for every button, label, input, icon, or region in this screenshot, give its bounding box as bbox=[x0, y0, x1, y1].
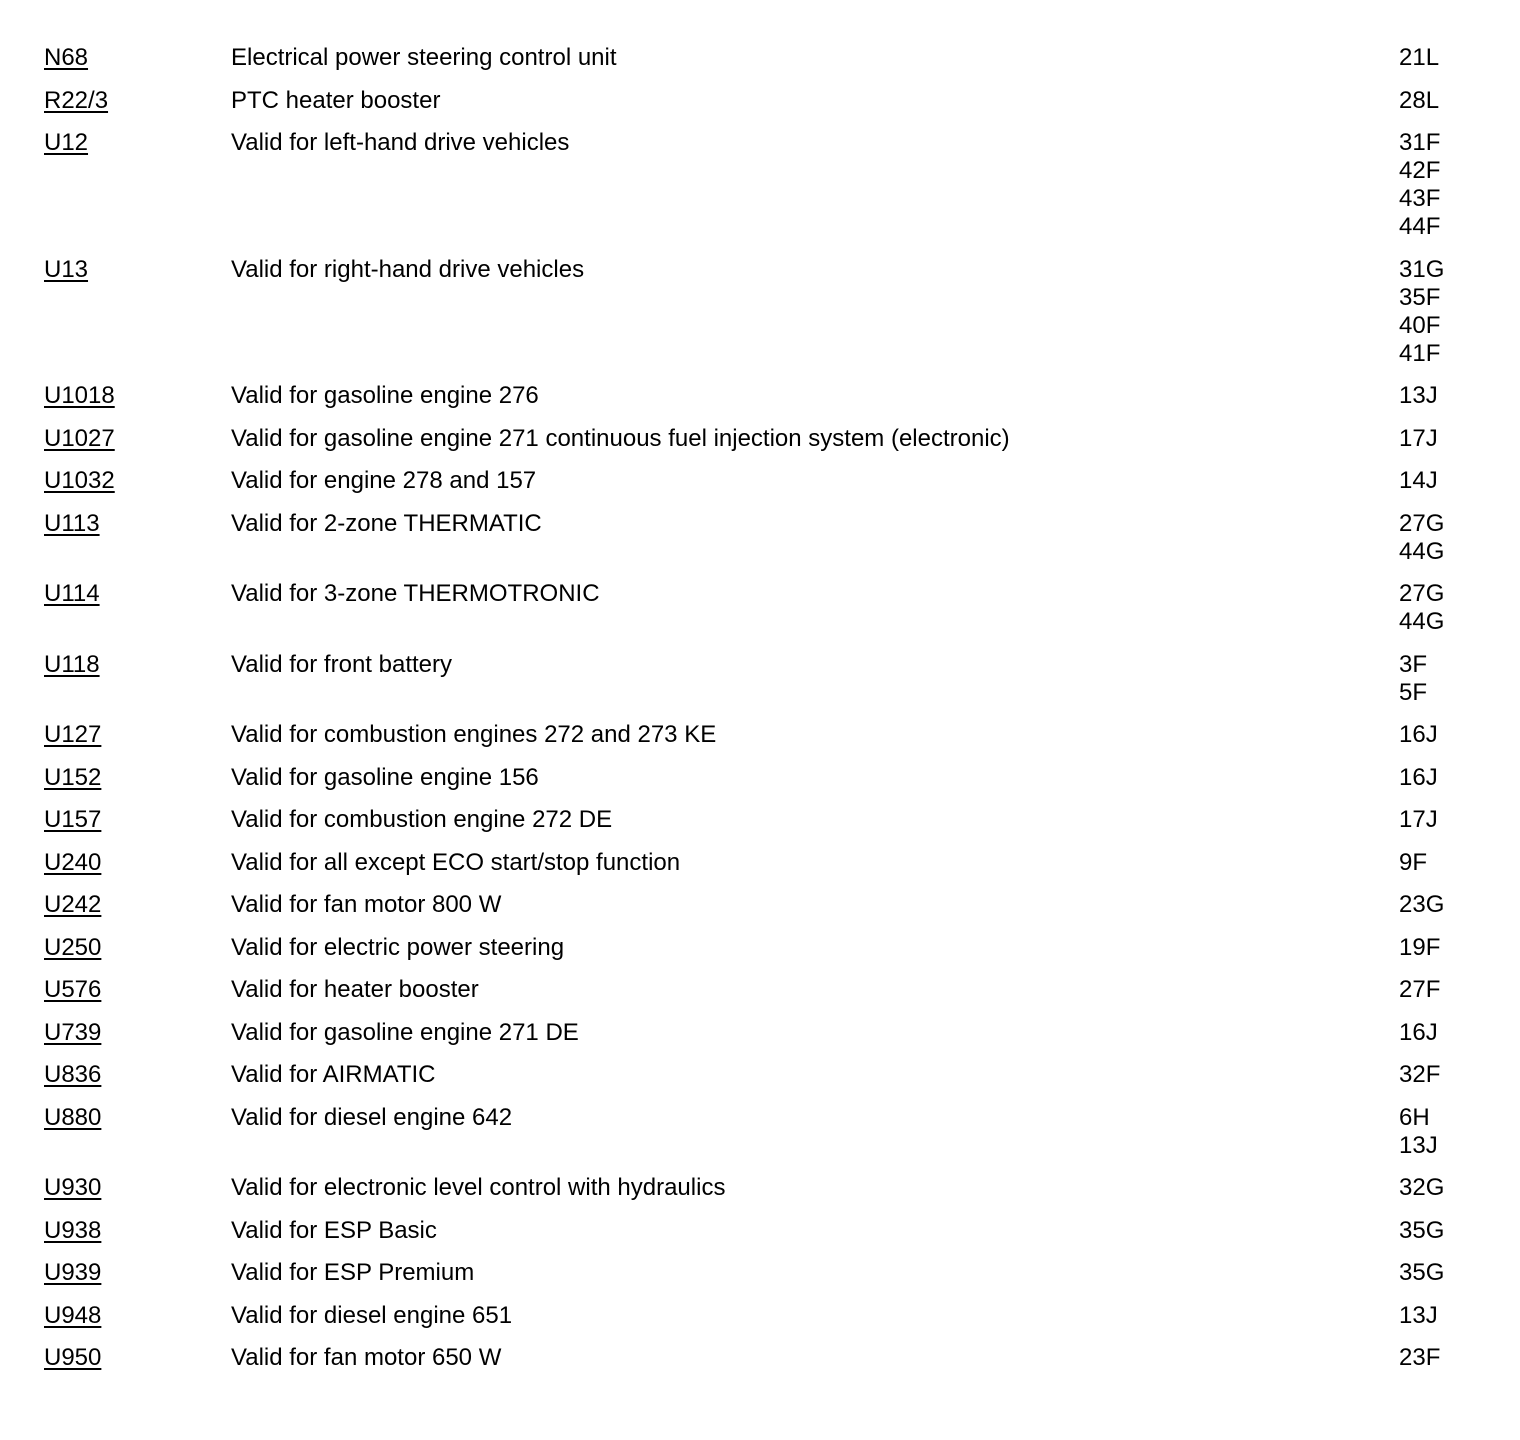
grid-references bbox=[1399, 1302, 1489, 1330]
grid-references bbox=[1399, 256, 1489, 368]
grid-references bbox=[1399, 976, 1489, 1004]
grid-reference: 19F bbox=[1399, 933, 1441, 961]
code-cell bbox=[0, 1104, 231, 1132]
component-code-link[interactable]: U950 bbox=[44, 1344, 102, 1371]
grid-references bbox=[1399, 1019, 1489, 1047]
code-cell bbox=[0, 44, 231, 72]
description-text: PTC heater booster bbox=[231, 86, 441, 114]
grid-reference: 32F bbox=[1399, 1061, 1441, 1088]
description-text: Valid for right-hand drive vehicles bbox=[231, 255, 585, 283]
code-cell bbox=[0, 129, 231, 157]
legend-row bbox=[0, 1061, 1520, 1089]
grid-references bbox=[1399, 721, 1489, 749]
grid-reference: 27G bbox=[1399, 580, 1445, 607]
component-code-link[interactable]: U1027 bbox=[44, 424, 115, 452]
legend-row bbox=[0, 934, 1520, 962]
legend-row bbox=[0, 1302, 1520, 1330]
description-text: Valid for diesel engine 651 bbox=[231, 1301, 513, 1329]
code-cell bbox=[0, 1302, 231, 1330]
component-code-link[interactable]: R22/3 bbox=[44, 86, 109, 114]
description-text: Valid for left-hand drive vehicles bbox=[231, 129, 570, 156]
grid-reference: 9F bbox=[1399, 848, 1428, 876]
legend-row bbox=[0, 721, 1520, 749]
legend-row bbox=[0, 580, 1520, 636]
legend-row bbox=[0, 651, 1520, 707]
component-code-link[interactable]: U12 bbox=[44, 129, 89, 156]
grid-reference: 6H bbox=[1399, 1103, 1430, 1131]
description-text: Electrical power steering control unit bbox=[231, 44, 617, 71]
legend-row bbox=[0, 1259, 1520, 1287]
component-code-link[interactable]: U930 bbox=[44, 1174, 102, 1201]
legend-row bbox=[0, 1217, 1520, 1245]
grid-references bbox=[1399, 1259, 1489, 1287]
description-text: Valid for ESP Basic bbox=[231, 1216, 437, 1244]
description-text: Valid for fan motor 800 W bbox=[231, 891, 502, 918]
grid-references bbox=[1399, 934, 1489, 962]
code-cell bbox=[0, 764, 231, 792]
grid-references bbox=[1399, 129, 1489, 241]
description-text: Valid for electronic level control with hydraulics bbox=[231, 1174, 726, 1201]
grid-reference: 44G bbox=[1399, 537, 1445, 565]
component-code-link[interactable]: N68 bbox=[44, 44, 89, 71]
code-cell bbox=[0, 806, 231, 834]
grid-reference: 35G bbox=[1399, 1259, 1445, 1286]
description-text: Valid for engine 278 and 157 bbox=[231, 467, 537, 494]
component-code-link[interactable]: U576 bbox=[44, 976, 102, 1003]
code-cell bbox=[0, 510, 231, 538]
grid-reference: 21L bbox=[1399, 44, 1440, 71]
grid-reference: 23F bbox=[1399, 1344, 1441, 1371]
description-text: Valid for electric power steering bbox=[231, 933, 565, 961]
code-cell bbox=[0, 467, 231, 495]
code-cell bbox=[0, 256, 231, 284]
description-text: Valid for AIRMATIC bbox=[231, 1061, 436, 1088]
legend-row bbox=[0, 425, 1520, 453]
description-text: Valid for gasoline engine 271 DE bbox=[231, 1018, 579, 1046]
description-text: Valid for ESP Premium bbox=[231, 1259, 475, 1286]
code-cell bbox=[0, 1174, 231, 1202]
legend-row bbox=[0, 1104, 1520, 1160]
component-code-link[interactable]: U250 bbox=[44, 933, 102, 961]
component-code-link[interactable]: U938 bbox=[44, 1216, 102, 1244]
grid-references bbox=[1399, 806, 1489, 834]
component-code-link[interactable]: U948 bbox=[44, 1301, 102, 1329]
component-code-link[interactable]: U1018 bbox=[44, 382, 115, 409]
grid-reference: 5F bbox=[1399, 678, 1428, 706]
component-code-link[interactable]: U127 bbox=[44, 721, 102, 748]
legend-row bbox=[0, 382, 1520, 410]
grid-references bbox=[1399, 425, 1489, 453]
legend-row bbox=[0, 44, 1520, 72]
legend-row bbox=[0, 256, 1520, 368]
grid-reference: 31G bbox=[1399, 255, 1445, 283]
grid-reference: 13J bbox=[1399, 1131, 1438, 1159]
component-code-link[interactable]: U939 bbox=[44, 1259, 102, 1286]
code-cell bbox=[0, 1217, 231, 1245]
code-cell bbox=[0, 1344, 231, 1372]
grid-reference: 31F bbox=[1399, 129, 1441, 156]
grid-reference: 35F bbox=[1399, 283, 1441, 311]
code-cell bbox=[0, 934, 231, 962]
grid-reference: 13J bbox=[1399, 382, 1438, 409]
grid-reference: 3F bbox=[1399, 650, 1428, 678]
grid-reference: 17J bbox=[1399, 424, 1438, 452]
description-text: Valid for all except ECO start/stop function bbox=[231, 848, 681, 876]
description-text: Valid for combustion engine 272 DE bbox=[231, 806, 613, 833]
legend-row bbox=[0, 764, 1520, 792]
grid-reference: 35G bbox=[1399, 1216, 1445, 1244]
grid-reference: 40F bbox=[1399, 311, 1441, 339]
grid-references bbox=[1399, 87, 1489, 115]
grid-reference: 27F bbox=[1399, 976, 1441, 1003]
description-text: Valid for gasoline engine 271 continuous fuel injection system (electronic) bbox=[231, 424, 1010, 452]
component-code-link[interactable]: U113 bbox=[44, 509, 100, 537]
legend-row bbox=[0, 510, 1520, 566]
description-text: Valid for front battery bbox=[231, 650, 452, 678]
grid-reference: 17J bbox=[1399, 806, 1438, 833]
grid-reference: 32G bbox=[1399, 1174, 1445, 1201]
code-cell bbox=[0, 849, 231, 877]
grid-reference: 28L bbox=[1399, 86, 1440, 114]
description-text: Valid for fan motor 650 W bbox=[231, 1344, 502, 1371]
grid-reference: 16J bbox=[1399, 721, 1438, 748]
code-cell bbox=[0, 1061, 231, 1089]
grid-reference: 42F bbox=[1399, 157, 1441, 184]
grid-references bbox=[1399, 44, 1489, 72]
grid-references bbox=[1399, 1061, 1489, 1089]
grid-reference: 41F bbox=[1399, 339, 1441, 367]
grid-references bbox=[1399, 1104, 1489, 1160]
component-code-link[interactable]: U13 bbox=[44, 255, 89, 283]
legend-row bbox=[0, 849, 1520, 877]
legend-row bbox=[0, 1019, 1520, 1047]
description-text: Valid for diesel engine 642 bbox=[231, 1103, 513, 1131]
grid-reference: 14J bbox=[1399, 467, 1438, 494]
component-code-link[interactable]: U240 bbox=[44, 848, 102, 876]
grid-references bbox=[1399, 467, 1489, 495]
grid-reference: 44G bbox=[1399, 608, 1445, 635]
grid-references bbox=[1399, 1344, 1489, 1372]
component-code-link[interactable]: U242 bbox=[44, 891, 102, 918]
component-code-link[interactable]: U152 bbox=[44, 763, 102, 791]
legend-row bbox=[0, 806, 1520, 834]
code-cell bbox=[0, 651, 231, 679]
legend-row bbox=[0, 976, 1520, 1004]
component-code-link[interactable]: U114 bbox=[44, 580, 100, 607]
code-cell bbox=[0, 87, 231, 115]
grid-reference: 43F bbox=[1399, 185, 1441, 212]
grid-references bbox=[1399, 849, 1489, 877]
legend-row bbox=[0, 891, 1520, 919]
code-cell bbox=[0, 721, 231, 749]
description-text: Valid for gasoline engine 156 bbox=[231, 763, 539, 791]
legend-row bbox=[0, 129, 1520, 241]
code-cell bbox=[0, 1259, 231, 1287]
legend-row bbox=[0, 87, 1520, 115]
grid-references bbox=[1399, 510, 1489, 566]
grid-reference: 44F bbox=[1399, 213, 1441, 240]
description-text: Valid for combustion engines 272 and 273 KE bbox=[231, 721, 717, 748]
code-cell bbox=[0, 976, 231, 1004]
component-code-link[interactable]: U118 bbox=[44, 650, 100, 678]
component-code-link[interactable]: U880 bbox=[44, 1103, 102, 1131]
code-cell bbox=[0, 891, 231, 919]
component-code-link[interactable]: U739 bbox=[44, 1018, 102, 1046]
grid-reference: 16J bbox=[1399, 763, 1438, 791]
grid-reference: 23G bbox=[1399, 891, 1445, 918]
component-code-link[interactable]: U1032 bbox=[44, 467, 115, 494]
component-code-link[interactable]: U157 bbox=[44, 806, 102, 833]
component-code-link[interactable]: U836 bbox=[44, 1061, 102, 1088]
legend-row bbox=[0, 1344, 1520, 1372]
grid-references bbox=[1399, 382, 1489, 410]
legend-row bbox=[0, 467, 1520, 495]
grid-reference: 13J bbox=[1399, 1301, 1438, 1329]
code-cell bbox=[0, 1019, 231, 1047]
description-text: Valid for 2-zone THERMATIC bbox=[231, 509, 542, 537]
legend-table bbox=[0, 44, 1520, 1387]
grid-references bbox=[1399, 651, 1489, 707]
grid-references bbox=[1399, 580, 1489, 636]
code-cell bbox=[0, 425, 231, 453]
description-text: Valid for heater booster bbox=[231, 976, 479, 1003]
code-cell bbox=[0, 382, 231, 410]
description-text: Valid for 3-zone THERMOTRONIC bbox=[231, 580, 600, 607]
legend-row bbox=[0, 1174, 1520, 1202]
description-text: Valid for gasoline engine 276 bbox=[231, 382, 539, 409]
grid-references bbox=[1399, 1174, 1489, 1202]
grid-reference: 16J bbox=[1399, 1018, 1438, 1046]
grid-references bbox=[1399, 764, 1489, 792]
grid-references bbox=[1399, 891, 1489, 919]
grid-references bbox=[1399, 1217, 1489, 1245]
grid-reference: 27G bbox=[1399, 509, 1445, 537]
code-cell bbox=[0, 580, 231, 608]
